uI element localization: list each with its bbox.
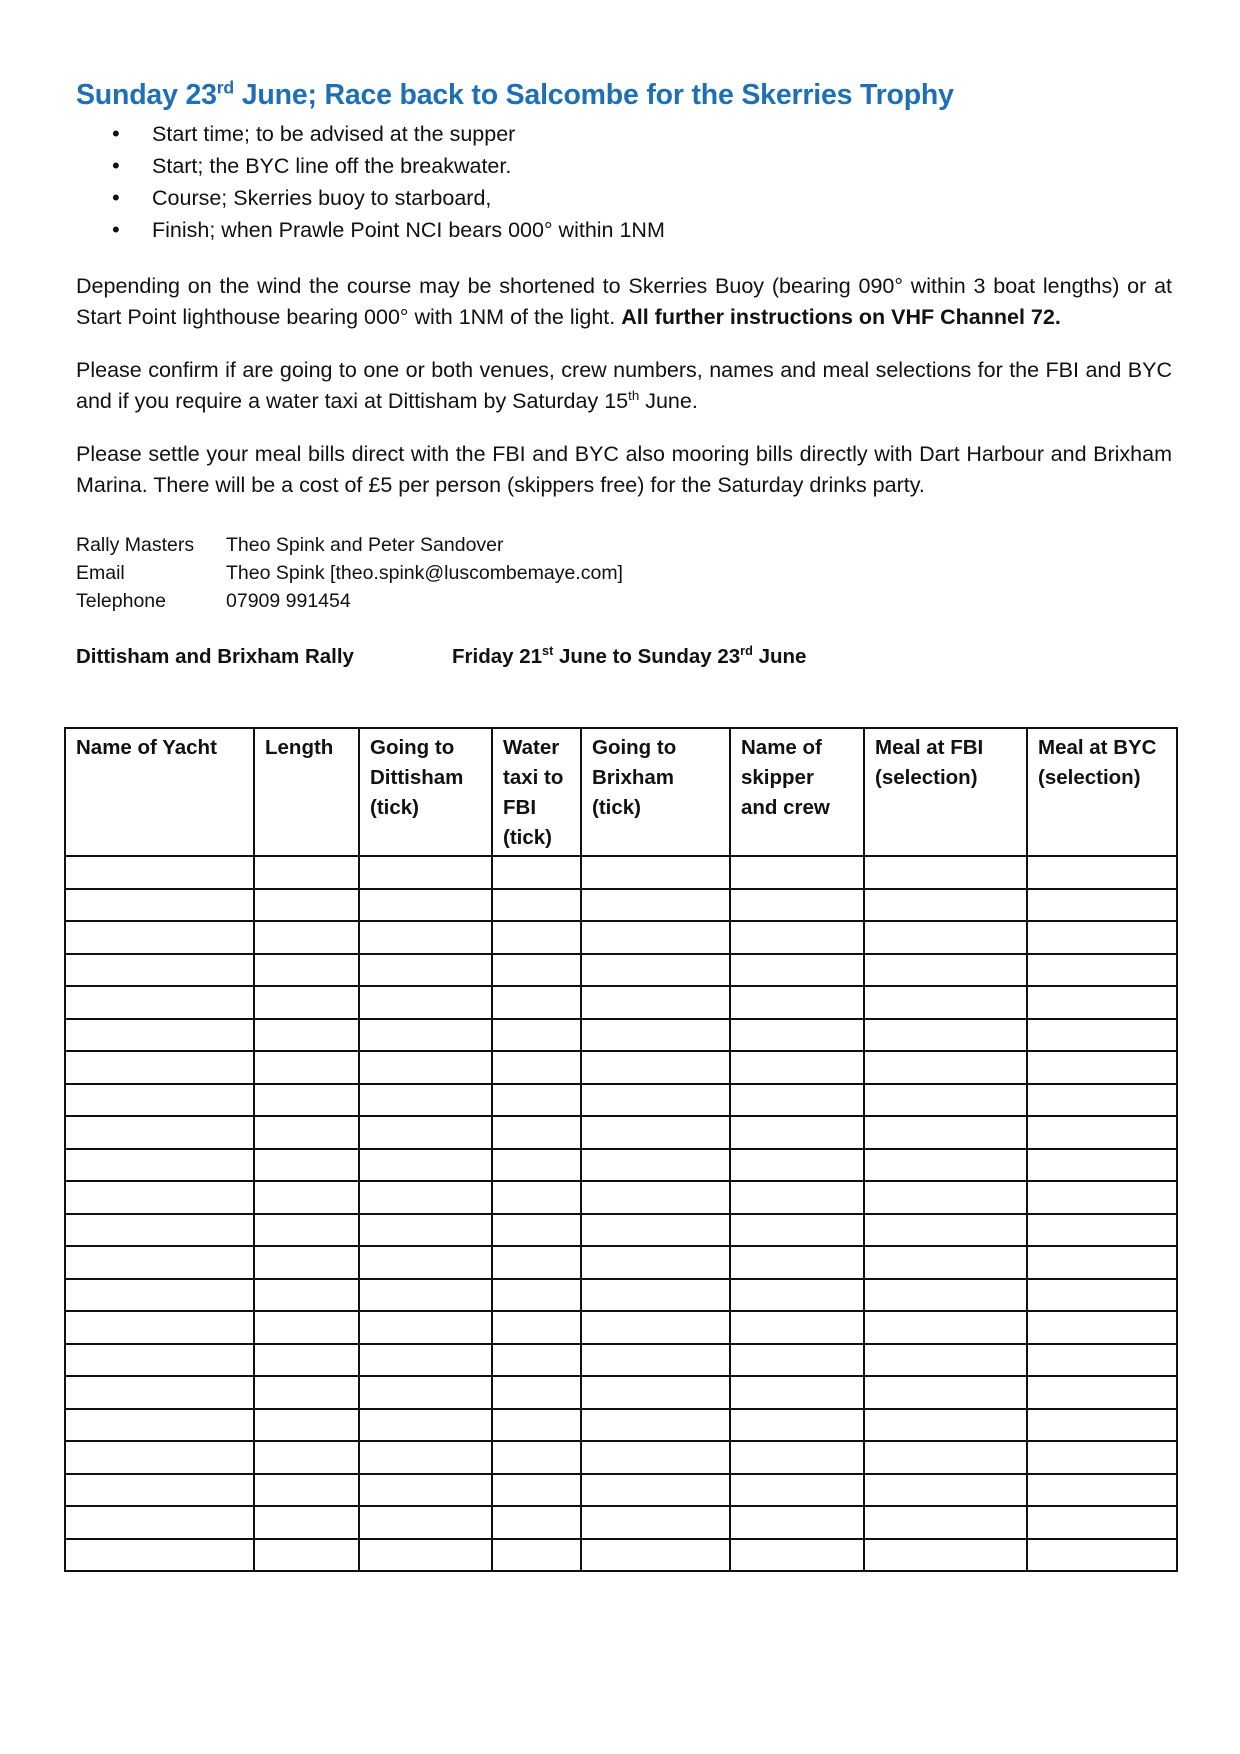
table-cell[interactable] (65, 1311, 254, 1344)
table-cell[interactable] (730, 1539, 864, 1572)
title-superscript: rd (216, 77, 235, 98)
table-cell[interactable] (65, 954, 254, 987)
date-superscript: th (628, 387, 640, 403)
table-cell[interactable] (581, 1084, 730, 1117)
table-cell[interactable] (359, 1181, 492, 1214)
table-cell[interactable] (254, 986, 359, 1019)
table-cell[interactable] (359, 1149, 492, 1182)
table-cell[interactable] (359, 889, 492, 922)
table-cell[interactable] (359, 1051, 492, 1084)
table-cell[interactable] (254, 1376, 359, 1409)
table-cell[interactable] (359, 1441, 492, 1474)
table-cell[interactable] (492, 1051, 581, 1084)
table-cell[interactable] (65, 889, 254, 922)
table-cell[interactable] (864, 1116, 1027, 1149)
table-cell[interactable] (65, 986, 254, 1019)
table-cell[interactable] (65, 1506, 254, 1539)
column-header-going-to-dittisham: Going to Dittisham (tick) (359, 728, 492, 856)
table-row (65, 1149, 1177, 1182)
table-row (65, 1441, 1177, 1474)
table-cell[interactable] (581, 1441, 730, 1474)
table-cell[interactable] (492, 1539, 581, 1572)
table-cell[interactable] (1027, 1051, 1177, 1084)
table-cell[interactable] (492, 1409, 581, 1442)
table-cell[interactable] (730, 1441, 864, 1474)
table-row (65, 889, 1177, 922)
table-cell[interactable] (65, 1181, 254, 1214)
table-cell[interactable] (359, 1539, 492, 1572)
table-cell[interactable] (254, 1019, 359, 1052)
table-cell[interactable] (359, 1376, 492, 1409)
table-cell[interactable] (65, 921, 254, 954)
table-cell[interactable] (254, 1084, 359, 1117)
table-row (65, 1311, 1177, 1344)
table-row (65, 1409, 1177, 1442)
contact-row-telephone (76, 587, 1172, 615)
table-cell[interactable] (730, 1149, 864, 1182)
table-cell[interactable] (730, 1116, 864, 1149)
table-cell[interactable] (581, 1409, 730, 1442)
table-cell[interactable] (864, 1376, 1027, 1409)
table-cell[interactable] (254, 856, 359, 889)
table-cell[interactable] (864, 1441, 1027, 1474)
table-cell[interactable] (581, 986, 730, 1019)
document-page (76, 78, 1172, 669)
list-item: • Course; Skerries buoy to starboard, (152, 182, 1172, 214)
table-cell[interactable] (1027, 1376, 1177, 1409)
table-cell[interactable] (864, 986, 1027, 1019)
table-cell[interactable] (581, 1246, 730, 1279)
table-cell[interactable] (359, 1019, 492, 1052)
table-cell[interactable] (492, 1181, 581, 1214)
table-cell[interactable] (65, 1019, 254, 1052)
rally-date-sup: st (542, 642, 554, 658)
table-cell[interactable] (492, 1149, 581, 1182)
contact-label: Rally Masters (76, 533, 195, 556)
table-cell[interactable] (1027, 1474, 1177, 1507)
table-cell[interactable] (581, 1116, 730, 1149)
column-header-yacht-name: Name of Yacht (65, 728, 254, 856)
table-cell[interactable] (581, 1376, 730, 1409)
table-cell[interactable] (492, 1441, 581, 1474)
table-cell[interactable] (581, 1344, 730, 1377)
table-cell[interactable] (1027, 1149, 1177, 1182)
table-cell[interactable] (359, 1311, 492, 1344)
rally-date-text: June (752, 644, 807, 668)
table-cell[interactable] (730, 954, 864, 987)
table-row (65, 1474, 1177, 1507)
vhf-instructions: All further instructions on VHF Channel 72. (621, 304, 1061, 329)
column-header-meal-byc: Meal at BYC (selection) (1027, 728, 1177, 856)
registration-table (64, 727, 1178, 1572)
table-cell[interactable] (492, 856, 581, 889)
table-cell[interactable] (730, 1181, 864, 1214)
table-cell[interactable] (254, 1116, 359, 1149)
table-cell[interactable] (492, 1506, 581, 1539)
table-cell[interactable] (730, 1051, 864, 1084)
course-text: Depending on the wind the course may be shortened to Skerries Buoy (bearing 090° within 3 boat lengths) or at Start Point lighthouse bearing 000° with 1NM of the light. (76, 273, 1172, 329)
table-cell[interactable] (581, 889, 730, 922)
table-cell[interactable] (581, 1279, 730, 1312)
table-cell[interactable] (254, 1344, 359, 1377)
table-header-row (65, 728, 1177, 856)
table-cell[interactable] (730, 1506, 864, 1539)
table-cell[interactable] (254, 1441, 359, 1474)
contact-row-rally-masters (76, 531, 1172, 559)
table-cell[interactable] (359, 921, 492, 954)
table-cell[interactable] (254, 954, 359, 987)
column-header-skipper-crew: Name of skipper and crew (730, 728, 864, 856)
course-paragraph (76, 271, 1172, 333)
table-cell[interactable] (65, 1344, 254, 1377)
table-cell[interactable] (1027, 921, 1177, 954)
table-cell[interactable] (359, 1474, 492, 1507)
table-cell[interactable] (492, 1116, 581, 1149)
table-row (65, 1506, 1177, 1539)
table-cell[interactable] (492, 1474, 581, 1507)
rally-date-text: June to Sunday 23 (553, 644, 741, 668)
column-header-going-to-brixham: Going to Brixham (tick) (581, 728, 730, 856)
table-cell[interactable] (254, 889, 359, 922)
title-text: Sunday 23 (76, 79, 217, 111)
table-cell[interactable] (730, 1409, 864, 1442)
table-cell[interactable] (864, 1084, 1027, 1117)
table-row (65, 1214, 1177, 1247)
table-cell[interactable] (1027, 1409, 1177, 1442)
table-cell[interactable] (1027, 1441, 1177, 1474)
table-cell[interactable] (492, 1246, 581, 1279)
table-cell[interactable] (730, 1376, 864, 1409)
table-cell[interactable] (492, 1019, 581, 1052)
table-cell[interactable] (65, 1214, 254, 1247)
table-cell[interactable] (1027, 1539, 1177, 1572)
rally-date-text: Friday 21 (452, 644, 543, 668)
table-cell[interactable] (581, 1506, 730, 1539)
table-cell[interactable] (581, 1051, 730, 1084)
table-cell[interactable] (254, 1539, 359, 1572)
table-cell[interactable] (65, 1051, 254, 1084)
table-cell[interactable] (730, 1214, 864, 1247)
list-item: • Start; the BYC line off the breakwater. (152, 150, 1172, 182)
contact-row-email (76, 559, 1172, 587)
table-cell[interactable] (1027, 1246, 1177, 1279)
race-details-list (76, 118, 1172, 246)
table-cell[interactable] (254, 1311, 359, 1344)
table-cell[interactable] (730, 1279, 864, 1312)
table-cell[interactable] (254, 1181, 359, 1214)
table-cell[interactable] (1027, 1214, 1177, 1247)
table-cell[interactable] (730, 1084, 864, 1117)
table-cell[interactable] (492, 889, 581, 922)
table-cell[interactable] (492, 1344, 581, 1377)
table-cell[interactable] (65, 1116, 254, 1149)
confirm-text-end: June. (639, 388, 698, 413)
table-cell[interactable] (359, 1084, 492, 1117)
table-cell[interactable] (492, 1279, 581, 1312)
table-cell[interactable] (581, 1214, 730, 1247)
table-cell[interactable] (65, 1441, 254, 1474)
table-cell[interactable] (581, 1311, 730, 1344)
table-cell[interactable] (730, 986, 864, 1019)
contact-label: Telephone (76, 589, 166, 612)
table-cell[interactable] (864, 856, 1027, 889)
table-cell[interactable] (359, 1279, 492, 1312)
table-cell[interactable] (730, 1246, 864, 1279)
table-cell[interactable] (359, 986, 492, 1019)
rally-dates (452, 642, 807, 669)
table-cell[interactable] (864, 1539, 1027, 1572)
table-cell[interactable] (730, 1019, 864, 1052)
table-cell[interactable] (864, 1311, 1027, 1344)
table-cell[interactable] (65, 1376, 254, 1409)
table-cell[interactable] (492, 986, 581, 1019)
table-cell[interactable] (864, 1344, 1027, 1377)
table-cell[interactable] (581, 921, 730, 954)
column-header-water-taxi: Water taxi to FBI (tick) (492, 728, 581, 856)
table-cell[interactable] (359, 1214, 492, 1247)
contact-label: Email (76, 561, 125, 584)
table-cell[interactable] (359, 1344, 492, 1377)
table-cell[interactable] (359, 1116, 492, 1149)
table-cell[interactable] (492, 1376, 581, 1409)
table-cell[interactable] (1027, 1181, 1177, 1214)
table-cell[interactable] (864, 1474, 1027, 1507)
table-cell[interactable] (1027, 1344, 1177, 1377)
column-header-meal-fbi: Meal at FBI (selection) (864, 728, 1027, 856)
table-cell[interactable] (65, 856, 254, 889)
table-cell[interactable] (65, 1246, 254, 1279)
list-item: • Finish; when Prawle Point NCI bears 000° within 1NM (152, 214, 1172, 246)
table-cell[interactable] (730, 889, 864, 922)
bills-paragraph: Please settle your meal bills direct with the FBI and BYC also mooring bills directly with Dart Harbour and Brixham Marina. There will be a cost of £5 per person (skippers free) for the Saturday drinks party. (76, 441, 1172, 497)
table-cell[interactable] (864, 954, 1027, 987)
table-cell[interactable] (254, 1214, 359, 1247)
table-cell[interactable] (359, 856, 492, 889)
email-link[interactable]: Theo Spink [theo.spink@luscombemaye.com] (226, 561, 623, 584)
contact-value: Theo Spink and Peter Sandover (226, 533, 504, 556)
table-row (65, 1376, 1177, 1409)
column-header-length: Length (254, 728, 359, 856)
table-cell[interactable] (1027, 954, 1177, 987)
table-row (65, 1279, 1177, 1312)
table-cell[interactable] (1027, 1279, 1177, 1312)
confirm-text: Please confirm if are going to one or both venues, crew numbers, names and meal selections for the FBI and BYC and if you require a water taxi at Dittisham by Saturday 15 (76, 357, 1172, 413)
table-cell[interactable] (1027, 1506, 1177, 1539)
title-text-rest: June; Race back to Salcombe for the Skerries Trophy (234, 79, 954, 111)
table-cell[interactable] (864, 889, 1027, 922)
table-cell[interactable] (581, 954, 730, 987)
contact-block (76, 531, 1172, 615)
table-cell[interactable] (864, 1506, 1027, 1539)
table-cell[interactable] (359, 1246, 492, 1279)
table-row (65, 986, 1177, 1019)
table-cell[interactable] (492, 1311, 581, 1344)
table-cell[interactable] (730, 921, 864, 954)
table-cell[interactable] (254, 1506, 359, 1539)
table-cell[interactable] (730, 856, 864, 889)
table-cell[interactable] (1027, 889, 1177, 922)
table-cell[interactable] (65, 1084, 254, 1117)
table-row (65, 1539, 1177, 1572)
table-row (65, 1344, 1177, 1377)
table-row (65, 1019, 1177, 1052)
table-cell[interactable] (1027, 986, 1177, 1019)
table-cell[interactable] (864, 1246, 1027, 1279)
table-cell[interactable] (65, 1279, 254, 1312)
table-cell[interactable] (254, 1246, 359, 1279)
table-row (65, 1246, 1177, 1279)
table-cell[interactable] (359, 1409, 492, 1442)
table-cell[interactable] (581, 1181, 730, 1214)
table-row (65, 1051, 1177, 1084)
table-cell[interactable] (581, 1019, 730, 1052)
table-cell[interactable] (492, 921, 581, 954)
table-cell[interactable] (1027, 1116, 1177, 1149)
table-cell[interactable] (65, 1149, 254, 1182)
rally-title-row (76, 642, 1172, 669)
table-row (65, 856, 1177, 889)
table-cell[interactable] (864, 1019, 1027, 1052)
table-cell[interactable] (65, 1409, 254, 1442)
table-row (65, 1181, 1177, 1214)
table-cell[interactable] (1027, 856, 1177, 889)
table-cell[interactable] (864, 921, 1027, 954)
table-cell[interactable] (359, 954, 492, 987)
table-row (65, 1084, 1177, 1117)
table-cell[interactable] (359, 1506, 492, 1539)
table-cell[interactable] (1027, 1084, 1177, 1117)
contact-value: 07909 991454 (226, 589, 351, 612)
rally-name: Dittisham and Brixham Rally (76, 644, 354, 668)
confirm-paragraph (76, 355, 1172, 417)
table-cell[interactable] (730, 1344, 864, 1377)
table-cell[interactable] (254, 1051, 359, 1084)
rally-date-sup: rd (740, 642, 753, 658)
table-cell[interactable] (254, 1409, 359, 1442)
table-cell[interactable] (864, 1279, 1027, 1312)
table-cell[interactable] (730, 1474, 864, 1507)
page-title (76, 78, 1172, 114)
table-body (65, 856, 1177, 1571)
table-cell[interactable] (492, 954, 581, 987)
table-cell[interactable] (864, 1409, 1027, 1442)
table-cell[interactable] (65, 1474, 254, 1507)
table-row (65, 1116, 1177, 1149)
table-row (65, 954, 1177, 987)
table-cell[interactable] (864, 1149, 1027, 1182)
table-cell[interactable] (581, 1539, 730, 1572)
table-cell[interactable] (864, 1181, 1027, 1214)
table-cell[interactable] (254, 1149, 359, 1182)
table-cell[interactable] (864, 1214, 1027, 1247)
table-cell[interactable] (65, 1539, 254, 1572)
table-cell[interactable] (254, 1279, 359, 1312)
table-cell[interactable] (581, 856, 730, 889)
table-cell[interactable] (492, 1084, 581, 1117)
table-cell[interactable] (1027, 1019, 1177, 1052)
table-row (65, 921, 1177, 954)
table-cell[interactable] (581, 1149, 730, 1182)
table-cell[interactable] (1027, 1311, 1177, 1344)
table-cell[interactable] (254, 1474, 359, 1507)
table-cell[interactable] (492, 1214, 581, 1247)
table-cell[interactable] (254, 921, 359, 954)
table-cell[interactable] (581, 1474, 730, 1507)
table-cell[interactable] (730, 1311, 864, 1344)
list-item: • Start time; to be advised at the supper (152, 118, 1172, 150)
table-cell[interactable] (864, 1051, 1027, 1084)
